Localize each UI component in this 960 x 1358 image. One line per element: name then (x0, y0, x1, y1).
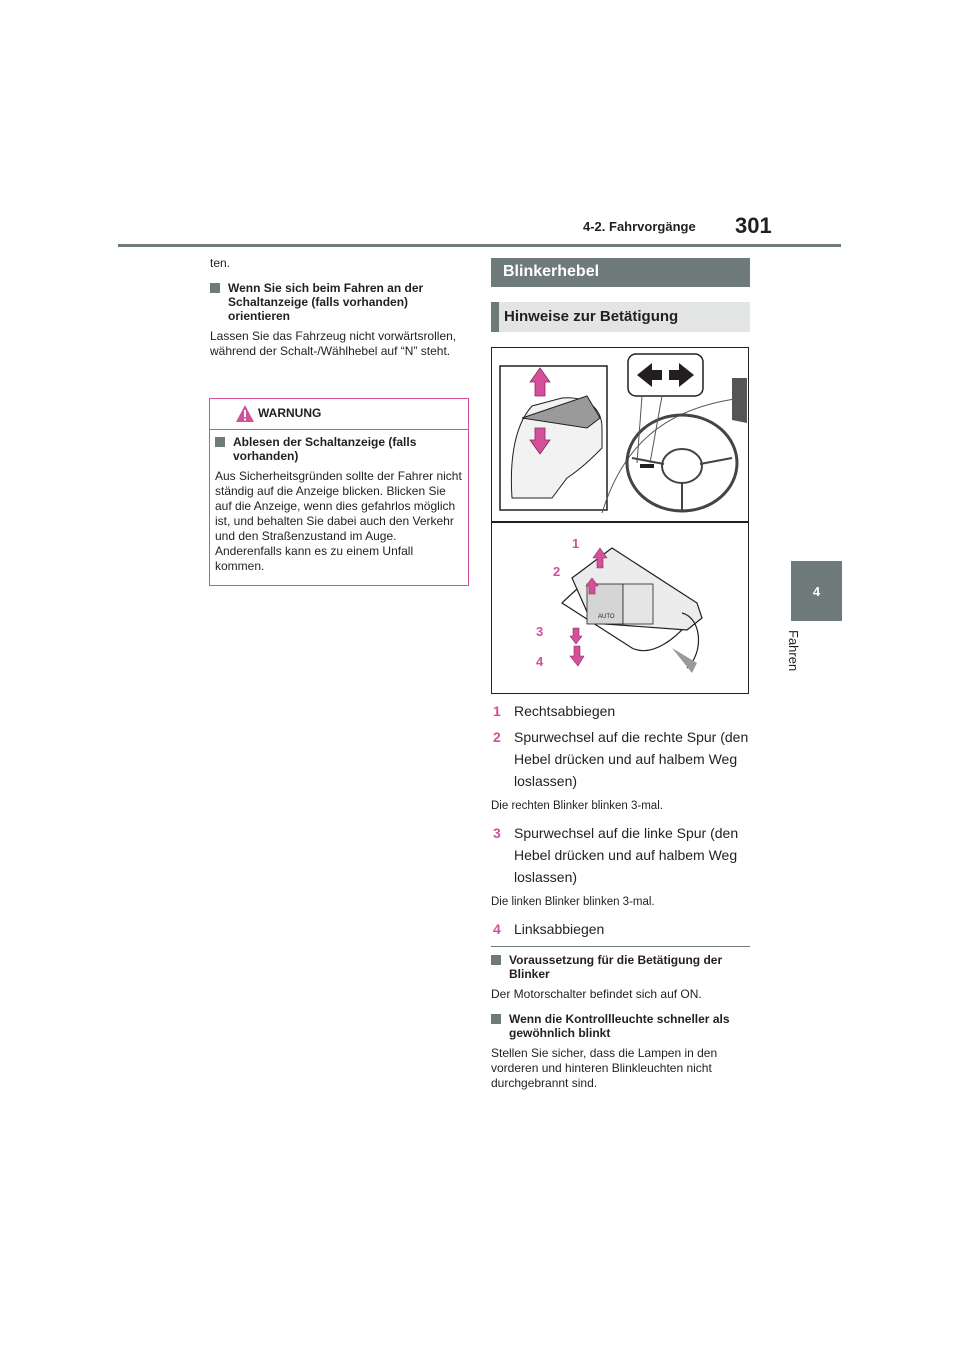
note-1-text: Der Motorschalter befindet sich auf ON. (491, 987, 702, 1001)
step-2: 2 Spurwechsel auf die rechte Spur (den Hebel drücken und auf halbem Weg loslassen) (493, 729, 749, 789)
square-bullet-icon (215, 437, 225, 447)
figure-label-3: 3 (536, 624, 544, 639)
note-heading: Wenn Sie sich beim Fahren an der Schaltanzeige (falls vorhanden) orientieren (210, 281, 470, 323)
square-bullet-icon (210, 283, 220, 293)
section-heading: 4-2. Fahrvorgänge (583, 219, 696, 234)
warning-item-heading: Ablesen der Schaltanzeige (falls vorhanden) (215, 435, 463, 463)
warning-text: Aus Sicherheitsgründen sollte der Fahrer nicht ständig auf die Anzeige blicken. Blicken Sie auf die Anzeige, wenn dies gefahrlos möglich ist, und behalten Sie dabei auch den Verkehr und den Straßenzustand im Auge. Anderenfalls kann es zu einem Unfall kommen. (215, 469, 462, 573)
chapter-tab: 4 (791, 561, 842, 621)
continuation-text: ten. (210, 256, 231, 270)
square-bullet-icon (491, 1014, 501, 1024)
step-2-note: Die rechten Blinker blinken 3-mal. (491, 800, 663, 812)
square-bullet-icon (491, 955, 501, 965)
warning-triangle-icon (235, 404, 255, 423)
note-1-heading: Voraussetzung für die Betätigung der Blinker (491, 953, 750, 981)
warning-title: WARNUNG (258, 406, 322, 420)
warning-box (209, 398, 469, 586)
turn-signal-illustration (491, 347, 749, 694)
step-3-note: Die linken Blinker blinken 3-mal. (491, 896, 655, 908)
warning-header (210, 399, 468, 430)
figure-label-2: 2 (553, 564, 561, 579)
note-2-heading: Wenn die Kontrollleuchte schneller als gewöhnlich blinkt (491, 1012, 750, 1040)
lever-auto-label: AUTO (598, 614, 615, 620)
section-subtitle: Hinweise zur Betätigung (491, 302, 750, 332)
left-column (210, 256, 470, 359)
step-3: 3 Spurwechsel auf die linke Spur (den Hebel drücken und auf halbem Weg loslassen) (493, 825, 739, 885)
notes-section (491, 943, 750, 1091)
step-4: 4 Linksabbiegen (493, 921, 605, 937)
note-2-text: Stellen Sie sicher, dass die Lampen in den vorderen und hinteren Blinkleuchten nicht durchgebrannt sind. (491, 1046, 718, 1090)
step-1: 1 Rechtsabbiegen (493, 703, 616, 719)
section-title: Blinkerhebel (491, 258, 750, 287)
header-divider (118, 244, 841, 247)
illustration-svg (492, 348, 748, 693)
page-number: 301 (735, 213, 772, 238)
steps-list (491, 700, 750, 944)
figure-label-1: 1 (572, 536, 580, 551)
note-text: Lassen Sie das Fahrzeug nicht vorwärtsrollen, während der Schalt-/Wählhebel auf “N” steht. (210, 329, 457, 358)
chapter-label: Fahren (786, 630, 801, 672)
figure-label-4: 4 (536, 654, 544, 669)
